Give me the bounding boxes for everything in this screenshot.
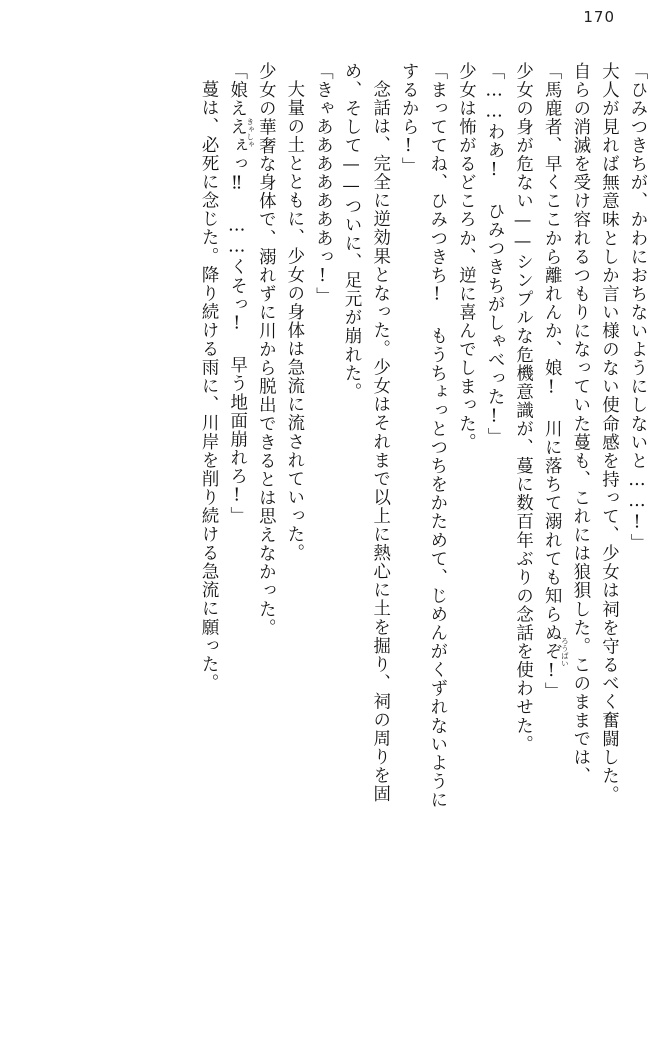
text-line: 少女は怖がるどころか、逆に喜んでしまった。 — [455, 62, 476, 452]
text-line: 大人が見れば無意味としか言い様のない使命感を持って、少女は祠を守るべく奮闘した。 — [598, 62, 619, 804]
ruby-text: きゃしゃ — [245, 117, 255, 148]
text-line: 少女の華奢 きゃしゃ な身体で、溺れずに川から脱出できるとは思えなかった。 — [245, 62, 276, 638]
ruby-text: ろうばい — [560, 637, 570, 668]
text-line: 自らの消滅を受け容れるつもりになっていた蔓も、これには狼狽した。こ ろうばい のままでは、 — [560, 62, 590, 786]
vertical-text-body — [20, 62, 645, 1028]
text-line: 「娘ええぇっ‼ ……くそっ! 早う地面崩れろ!」 — [226, 62, 247, 526]
text-line: 「きゃあああああああっ!」 — [312, 62, 333, 306]
text-line: め、そして——ついに、足元が崩れた。 — [341, 62, 362, 402]
text-line: 「馬鹿者、早くここから離れんか、娘! 川に落ちて溺れても知らぬぞ!」 — [541, 62, 562, 701]
ruby-group — [560, 637, 590, 675]
text-line: 念話は、完全に逆効果となった。少女はそれまで以上に熱心に土を掘り、祠の周りを固 — [369, 80, 390, 804]
text-line: 少女の身が危ない——シンプルな危機意識が、蔓に数百年ぶりの念話を使わせた。 — [512, 62, 533, 754]
text-line: 「……わあ! ひみつきちがしゃべった!」 — [484, 62, 505, 446]
ruby-group — [245, 117, 276, 155]
ruby-base: 。こ — [569, 637, 590, 675]
ruby-base: 華奢 — [255, 117, 276, 155]
text-line: 蔓は、必死に念じた。降り続ける雨に、川岸を削り続ける急流に願った。 — [198, 80, 219, 693]
text-line: 大量の土とともに、少女の身体は急流に流されていった。 — [283, 80, 304, 563]
text-line: 「ひみつきちが、かわにおちないようにしないと……!」 — [627, 62, 647, 553]
page-number: 170 — [583, 8, 615, 26]
text-line: 「まっててね、ひみつきち! もうちょっとつちをかためて、じめんがくずれないように — [426, 62, 447, 810]
text-line: するから!」 — [398, 62, 419, 176]
